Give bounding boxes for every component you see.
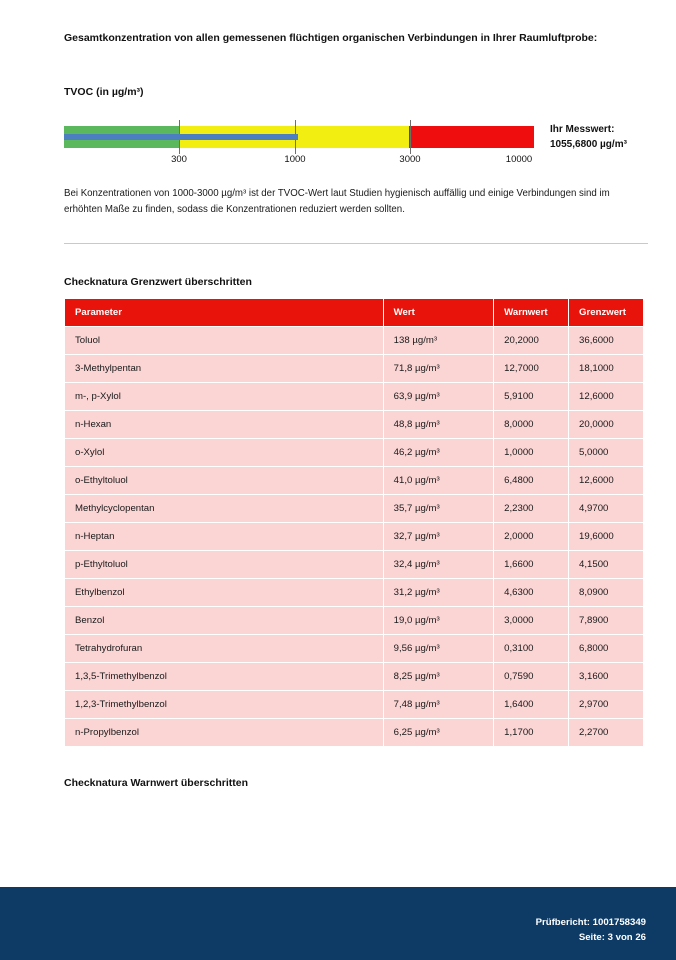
cell-wert: 8,25 µg/m³	[384, 663, 494, 690]
cell-grenzwert: 3,1600	[569, 663, 643, 690]
cell-wert: 48,8 µg/m³	[384, 411, 494, 438]
cell-warnwert: 12,7000	[494, 355, 568, 382]
cell-wert: 63,9 µg/m³	[384, 383, 494, 410]
table-row	[65, 663, 643, 690]
table-row	[65, 523, 643, 550]
cell-wert: 41,0 µg/m³	[384, 467, 494, 494]
scale-segment-red	[409, 126, 534, 148]
cell-warnwert: 1,0000	[494, 439, 568, 466]
measurement-readout	[550, 122, 627, 152]
column-header-grenzwert: Grenzwert	[569, 299, 643, 326]
cell-grenzwert: 19,6000	[569, 523, 643, 550]
cell-warnwert: 1,6600	[494, 551, 568, 578]
cell-warnwert: 3,0000	[494, 607, 568, 634]
cell-parameter: 1,3,5-Trimethylbenzol	[65, 663, 383, 690]
section-divider	[64, 243, 648, 244]
cell-grenzwert: 7,8900	[569, 607, 643, 634]
cell-grenzwert: 12,6000	[569, 383, 643, 410]
cell-wert: 46,2 µg/m³	[384, 439, 494, 466]
warn-section-title: Checknatura Warnwert überschritten	[64, 777, 248, 790]
intro-paragraph: Gesamtkonzentration von allen gemessenen flüchtigen organischen Verbindungen in Ihrer Raumluftprobe:	[64, 32, 598, 44]
table-row	[65, 551, 643, 578]
cell-parameter: Ethylbenzol	[65, 579, 383, 606]
cell-warnwert: 20,2000	[494, 327, 568, 354]
table-row	[65, 495, 643, 522]
scale-label-0: 300	[171, 154, 187, 166]
scale-tick-3000	[410, 120, 411, 154]
cell-grenzwert: 12,6000	[569, 467, 643, 494]
cell-grenzwert: 36,6000	[569, 327, 643, 354]
scale-label-2: 3000	[399, 154, 421, 166]
footer-text-block	[536, 916, 646, 946]
table-row	[65, 691, 643, 718]
measurement-label: Ihr Messwert:	[550, 124, 615, 136]
cell-parameter: n-Hexan	[65, 411, 383, 438]
cell-parameter: Benzol	[65, 607, 383, 634]
table-row	[65, 467, 643, 494]
table-row	[65, 579, 643, 606]
cell-parameter: Tetrahydrofuran	[65, 635, 383, 662]
cell-wert: 138 µg/m³	[384, 327, 494, 354]
scale-label-3: 10000	[505, 154, 533, 166]
tvoc-heading: TVOC (in µg/m³)	[64, 86, 144, 99]
cell-wert: 35,7 µg/m³	[384, 495, 494, 522]
cell-parameter: n-Propylbenzol	[65, 719, 383, 746]
cell-warnwert: 0,3100	[494, 635, 568, 662]
measurement-indicator-bar	[64, 134, 298, 140]
column-header-parameter: Parameter	[65, 299, 383, 326]
cell-parameter: p-Ethyltoluol	[65, 551, 383, 578]
cell-parameter: m-, p-Xylol	[65, 383, 383, 410]
cell-wert: 32,4 µg/m³	[384, 551, 494, 578]
cell-grenzwert: 20,0000	[569, 411, 643, 438]
footer-report-number: Prüfbericht: 1001758349	[535, 917, 646, 929]
page-footer	[0, 887, 676, 960]
cell-warnwert: 1,1700	[494, 719, 568, 746]
cell-warnwert: 1,6400	[494, 691, 568, 718]
cell-wert: 6,25 µg/m³	[384, 719, 494, 746]
cell-grenzwert: 2,9700	[569, 691, 643, 718]
table-row	[65, 635, 643, 662]
table-header-row	[65, 299, 643, 326]
table-row	[65, 383, 643, 410]
limits-table	[64, 298, 644, 747]
cell-parameter: 1,2,3-Trimethylbenzol	[65, 691, 383, 718]
cell-parameter: n-Heptan	[65, 523, 383, 550]
cell-wert: 19,0 µg/m³	[384, 607, 494, 634]
cell-parameter: Methylcyclopentan	[65, 495, 383, 522]
cell-wert: 9,56 µg/m³	[384, 635, 494, 662]
cell-parameter: o-Xylol	[65, 439, 383, 466]
cell-parameter: Toluol	[65, 327, 383, 354]
cell-wert: 32,7 µg/m³	[384, 523, 494, 550]
cell-wert: 31,2 µg/m³	[384, 579, 494, 606]
cell-wert: 7,48 µg/m³	[384, 691, 494, 718]
table-row	[65, 607, 643, 634]
cell-parameter: 3-Methylpentan	[65, 355, 383, 382]
cell-grenzwert: 8,0900	[569, 579, 643, 606]
cell-wert: 71,8 µg/m³	[384, 355, 494, 382]
limit-section-title: Checknatura Grenzwert überschritten	[64, 276, 252, 289]
measurement-value: 1055,6800 µg/m³	[550, 139, 627, 151]
column-header-wert: Wert	[384, 299, 494, 326]
cell-warnwert: 8,0000	[494, 411, 568, 438]
cell-warnwert: 6,4800	[494, 467, 568, 494]
scale-label-1: 1000	[284, 154, 306, 166]
cell-warnwert: 2,0000	[494, 523, 568, 550]
tvoc-scale	[64, 114, 648, 176]
table-row	[65, 719, 643, 746]
cell-grenzwert: 2,2700	[569, 719, 643, 746]
cell-warnwert: 5,9100	[494, 383, 568, 410]
table-row	[65, 439, 643, 466]
column-header-warnwert: Warnwert	[494, 299, 568, 326]
limits-table-body	[65, 327, 643, 746]
explanation-paragraph: Bei Konzentrationen von 1000-3000 µg/m³ ist der TVOC-Wert laut Studien hygienisch auffällig und einige Verbindungen sind im erhöhten Maße zu finden, sodass die Konzentrationen reduziert werden sollten.	[64, 188, 610, 215]
cell-grenzwert: 4,9700	[569, 495, 643, 522]
cell-grenzwert: 18,1000	[569, 355, 643, 382]
table-row	[65, 355, 643, 382]
cell-grenzwert: 6,8000	[569, 635, 643, 662]
cell-grenzwert: 4,1500	[569, 551, 643, 578]
cell-parameter: o-Ethyltoluol	[65, 467, 383, 494]
cell-grenzwert: 5,0000	[569, 439, 643, 466]
cell-warnwert: 0,7590	[494, 663, 568, 690]
table-row	[65, 411, 643, 438]
cell-warnwert: 4,6300	[494, 579, 568, 606]
page-content	[64, 30, 648, 789]
cell-warnwert: 2,2300	[494, 495, 568, 522]
scale-tick-labels	[64, 154, 534, 170]
table-row	[65, 327, 643, 354]
footer-page-number: Seite: 3 von 26	[578, 932, 646, 944]
